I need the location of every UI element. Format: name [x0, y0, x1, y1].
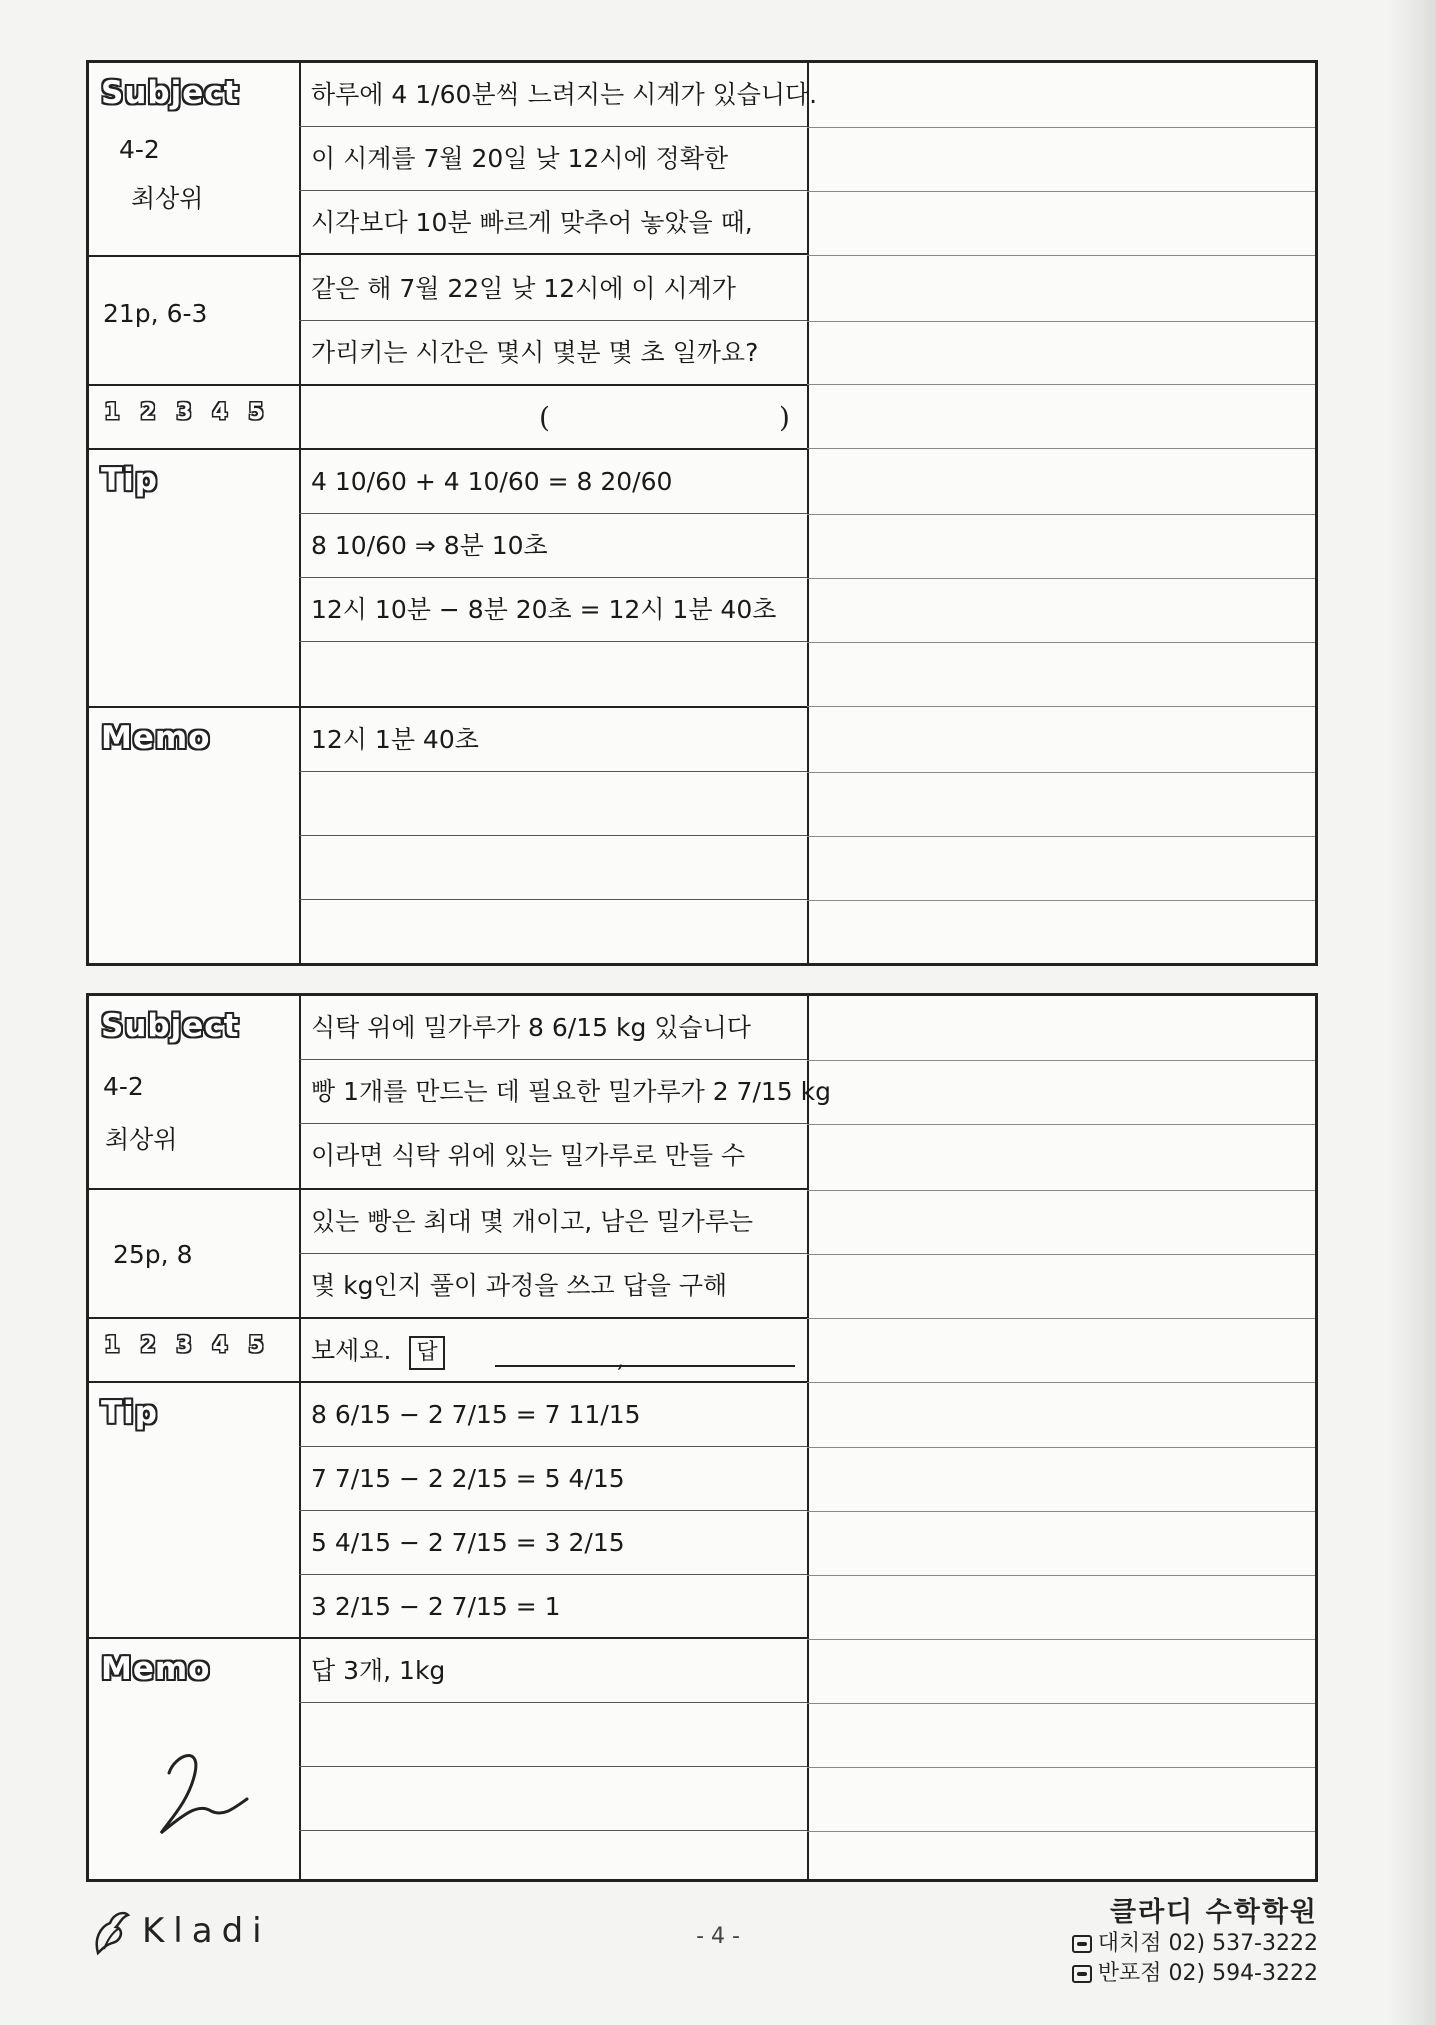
card2-tip-cell — [89, 1383, 299, 1639]
ruled-line — [807, 772, 1315, 773]
branch-banpo-text: 반포점 02) 594-3222 — [1097, 1961, 1318, 1986]
problem-line: 하루에 4 1/60분씩 느려지는 시계가 있습니다. — [311, 80, 818, 109]
ruled-line — [299, 900, 807, 964]
answer-comma: , — [617, 1348, 624, 1373]
level-label: 최상위 — [105, 1125, 178, 1154]
note-card-2 — [86, 993, 1318, 1882]
choice-2[interactable]: 2 — [140, 400, 156, 425]
ruled-line — [807, 1447, 1315, 1448]
card2-subject-cell — [89, 996, 299, 1190]
tip-line: 5 4/15 − 2 7/15 = 3 2/15 — [311, 1528, 625, 1557]
choice-1[interactable]: 1 — [104, 400, 120, 425]
ruled-line — [299, 514, 807, 578]
choice-4[interactable]: 4 — [212, 400, 228, 425]
choice-numbers — [99, 1333, 269, 1359]
answer-underline[interactable] — [495, 1365, 795, 1367]
ruled-line — [299, 1767, 807, 1831]
ruled-line — [299, 1639, 807, 1703]
ruled-line — [807, 384, 1315, 385]
answer-row — [299, 1319, 807, 1383]
phone-icon — [1072, 1935, 1092, 1953]
ruled-line — [299, 1383, 807, 1447]
card2-choices-cell — [89, 1319, 299, 1383]
answer-line — [299, 386, 807, 450]
card2-pageref-cell — [89, 1190, 299, 1319]
ruled-line — [807, 1831, 1315, 1832]
ruled-line — [299, 772, 807, 836]
answer-paren-close: ) — [779, 401, 790, 434]
ruled-line — [299, 1447, 807, 1511]
ruled-line — [299, 996, 807, 1060]
ruled-line — [299, 321, 807, 386]
grade-label: 4-2 — [119, 135, 160, 164]
memo-line: 답 3개, 1kg — [311, 1656, 446, 1685]
ruled-line — [299, 63, 818, 127]
choice-1[interactable]: 1 — [104, 1333, 120, 1358]
card2-content-column — [299, 996, 831, 1879]
ruled-line — [807, 1190, 1315, 1191]
choice-5[interactable]: 5 — [248, 400, 264, 425]
answer-paren-open: ( — [539, 401, 550, 434]
problem-line: 시각보다 10분 빠르게 맞추어 놓았을 때, — [311, 208, 753, 237]
problem-last-line: 보세요. — [311, 1336, 392, 1365]
subject-header: Subject — [101, 1008, 240, 1044]
ruled-line — [807, 321, 1315, 322]
card1-blank-column — [807, 63, 1315, 963]
tip-header: Tip — [101, 462, 158, 498]
ruled-line — [807, 1060, 1315, 1061]
tip-line: 4 10/60 + 4 10/60 = 8 20/60 — [311, 467, 673, 496]
choice-2[interactable]: 2 — [140, 1333, 156, 1358]
ruled-line — [807, 191, 1315, 192]
logo-text: Kladi — [142, 1911, 271, 1951]
page-ref-label: 21p, 6-3 — [103, 299, 208, 328]
ruled-line — [807, 514, 1315, 515]
note-card-1 — [86, 60, 1318, 966]
grade-label: 4-2 — [103, 1072, 144, 1101]
ruled-line — [299, 578, 807, 642]
branch-daechi — [1072, 1929, 1318, 1959]
problem-line: 이 시계를 7월 20일 낮 12시에 정확한 — [311, 144, 729, 173]
memo-line: 12시 1분 40초 — [311, 725, 479, 754]
card1-left-column — [89, 63, 301, 963]
ruled-line — [807, 1124, 1315, 1125]
choice-numbers — [99, 400, 269, 426]
choice-5[interactable]: 5 — [248, 1333, 264, 1358]
answer-label-box: 답 — [409, 1336, 444, 1370]
level-label: 최상위 — [131, 184, 204, 213]
ruled-line — [299, 450, 807, 514]
ruled-line — [807, 1511, 1315, 1512]
ruled-line — [299, 1190, 807, 1254]
problem-line: 이라면 식탁 위에 있는 밀가루로 만들 수 — [311, 1141, 746, 1170]
ruled-line — [299, 1124, 807, 1190]
ruled-line — [807, 578, 1315, 579]
ruled-line — [807, 900, 1315, 901]
memo-header: Memo — [101, 720, 211, 756]
ruled-line — [807, 1575, 1315, 1576]
card2-left-column — [89, 996, 301, 1879]
ruled-line — [807, 642, 1315, 643]
tip-line: 8 6/15 − 2 7/15 = 7 11/15 — [311, 1400, 641, 1429]
ruled-line — [807, 1767, 1315, 1768]
problem-line: 식탁 위에 밀가루가 8 6/15 kg 있습니다 — [311, 1013, 751, 1042]
ruled-line — [299, 1060, 831, 1124]
subject-header: Subject — [101, 75, 240, 111]
ruled-line — [299, 1511, 807, 1575]
ruled-line — [807, 836, 1315, 837]
card2-memo-cell — [89, 1639, 299, 1879]
card1-choices-cell — [89, 386, 299, 450]
academy-name: 클라디 수학학원 — [1110, 1897, 1318, 1928]
card1-tip-cell — [89, 450, 299, 708]
ruled-line — [807, 1639, 1315, 1640]
choice-4[interactable]: 4 — [212, 1333, 228, 1358]
page-number: - 4 - — [696, 1924, 740, 1949]
ruled-line — [299, 708, 807, 772]
page-ref-label: 25p, 8 — [113, 1240, 193, 1269]
tip-line: 12시 10분 − 8분 20초 = 12시 1분 40초 — [311, 595, 777, 624]
signature-mark — [129, 1703, 259, 1843]
ruled-line — [807, 127, 1315, 128]
page-edge-shadow — [1386, 0, 1436, 2025]
ruled-line — [299, 191, 807, 255]
choice-3[interactable]: 3 — [176, 400, 192, 425]
ruled-line — [299, 836, 807, 900]
problem-line: 몇 kg인지 풀이 과정을 쓰고 답을 구해 — [311, 1271, 728, 1300]
tip-header: Tip — [101, 1395, 158, 1431]
ruled-line — [299, 1831, 807, 1879]
ruled-line — [299, 1575, 807, 1639]
ruled-line — [807, 706, 1315, 707]
problem-line — [311, 1319, 445, 1383]
academy-info — [1072, 1890, 1318, 1989]
ruled-line — [807, 255, 1315, 256]
ruled-line — [299, 1254, 807, 1319]
branch-daechi-text: 대치점 02) 537-3222 — [1097, 1931, 1318, 1956]
memo-header: Memo — [101, 1651, 211, 1687]
problem-line: 빵 1개를 만드는 데 필요한 밀가루가 2 7/15 kg — [311, 1077, 831, 1106]
tip-line: 3 2/15 − 2 7/15 = 1 — [311, 1592, 561, 1621]
problem-line: 같은 해 7월 22일 낮 12시에 이 시계가 — [311, 274, 736, 303]
ruled-line — [299, 1703, 807, 1767]
branch-banpo — [1072, 1959, 1318, 1989]
ruled-line — [807, 1703, 1315, 1704]
card1-subject-cell — [89, 63, 299, 257]
choice-3[interactable]: 3 — [176, 1333, 192, 1358]
tip-line: 7 7/15 − 2 2/15 = 5 4/15 — [311, 1464, 625, 1493]
phone-icon — [1072, 1965, 1092, 1983]
problem-line: 가리키는 시간은 몇시 몇분 몇 초 일까요? — [311, 338, 759, 367]
tip-line: 8 10/60 ⇒ 8분 10초 — [311, 531, 548, 560]
ruled-line — [807, 1318, 1315, 1319]
ruled-line — [299, 127, 807, 191]
card1-content-column — [299, 63, 818, 963]
ruled-line — [299, 257, 807, 321]
ruled-line — [807, 1382, 1315, 1383]
ruled-line — [807, 448, 1315, 449]
ruled-line — [299, 642, 807, 708]
card2-blank-column — [807, 996, 1315, 1879]
ruled-line — [807, 1254, 1315, 1255]
card1-pageref-cell — [89, 257, 299, 386]
card1-memo-cell — [89, 708, 299, 963]
problem-line: 있는 빵은 최대 몇 개이고, 남은 밀가루는 — [311, 1207, 754, 1236]
